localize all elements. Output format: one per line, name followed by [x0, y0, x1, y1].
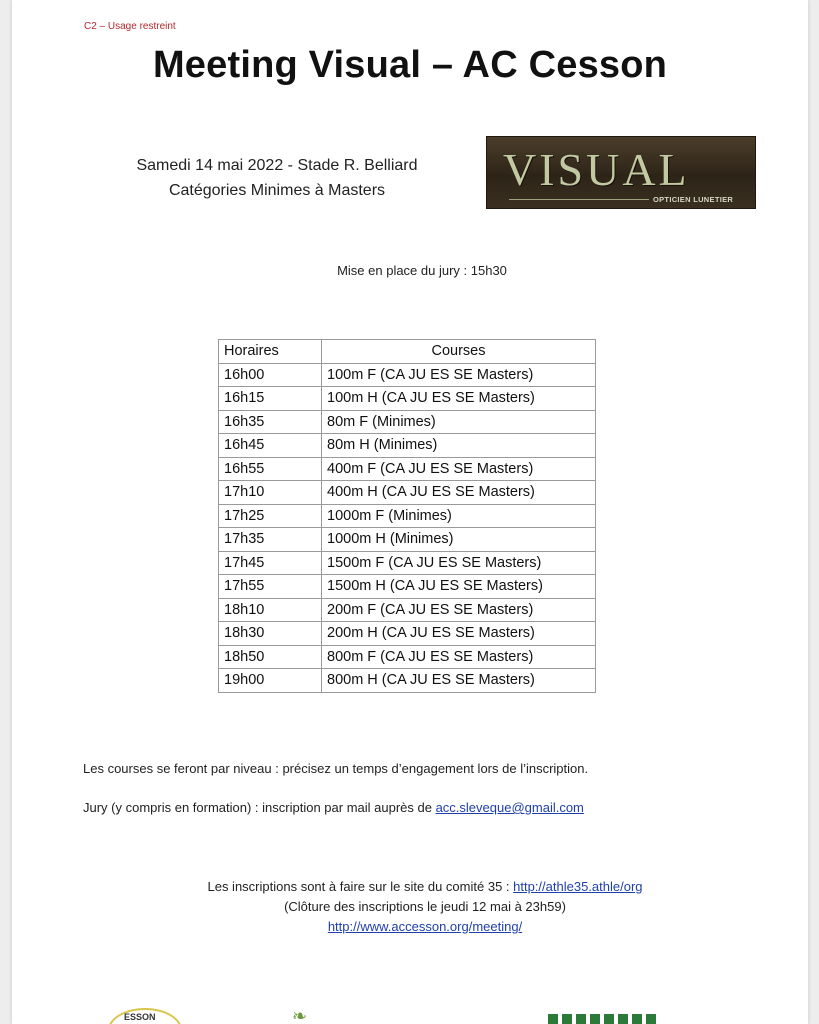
- schedule-body: [219, 363, 596, 692]
- table-row: [219, 387, 596, 411]
- race-cell: 200m H (CA JU ES SE Masters): [322, 622, 596, 646]
- header-courses: Courses: [322, 340, 596, 364]
- club-logo: [108, 1008, 182, 1024]
- time-cell: 16h55: [219, 457, 322, 481]
- jury-note: [83, 800, 584, 815]
- time-cell: 17h55: [219, 575, 322, 599]
- table-row: [219, 528, 596, 552]
- table-row: [219, 363, 596, 387]
- partner-logo-leaf-icon: ❧: [292, 1006, 308, 1024]
- table-row: [219, 598, 596, 622]
- schedule-table: [218, 339, 596, 693]
- race-cell: 400m H (CA JU ES SE Masters): [322, 481, 596, 505]
- table-row: [219, 410, 596, 434]
- partner-logo-banner: [548, 1014, 658, 1024]
- schedule-header-row: [219, 340, 596, 364]
- race-cell: 800m H (CA JU ES SE Masters): [322, 669, 596, 693]
- race-cell: 800m F (CA JU ES SE Masters): [322, 645, 596, 669]
- table-row: [219, 669, 596, 693]
- time-cell: 18h50: [219, 645, 322, 669]
- time-cell: 17h10: [219, 481, 322, 505]
- time-cell: 17h45: [219, 551, 322, 575]
- page-title: Meeting Visual – AC Cesson: [152, 44, 668, 86]
- jury-setup-time: Mise en place du jury : 15h30: [337, 263, 507, 278]
- time-cell: 16h35: [219, 410, 322, 434]
- sponsor-logo-tagline: OPTICIEN LUNETIER: [653, 195, 734, 204]
- registration-line: [42, 877, 808, 897]
- table-row: [219, 551, 596, 575]
- committee-link[interactable]: http://athle35.athle/org: [513, 879, 643, 894]
- classification-label: C2 – Usage restreint: [84, 21, 176, 32]
- race-cell: 1500m F (CA JU ES SE Masters): [322, 551, 596, 575]
- club-logo-text: ESSON: [124, 1012, 156, 1022]
- meeting-link-line: [42, 917, 808, 937]
- time-cell: 16h45: [219, 434, 322, 458]
- registration-info: [12, 877, 808, 937]
- time-cell: 17h35: [219, 528, 322, 552]
- table-row: [219, 575, 596, 599]
- registration-closing: (Clôture des inscriptions le jeudi 12 mai à 23h59): [284, 899, 566, 914]
- time-cell: 16h15: [219, 387, 322, 411]
- registration-text: Les inscriptions sont à faire sur le site du comité 35 :: [207, 879, 514, 894]
- race-cell: 80m F (Minimes): [322, 410, 596, 434]
- race-cell: 100m F (CA JU ES SE Masters): [322, 363, 596, 387]
- race-cell: 200m F (CA JU ES SE Masters): [322, 598, 596, 622]
- time-cell: 19h00: [219, 669, 322, 693]
- table-row: [219, 481, 596, 505]
- table-row: [219, 434, 596, 458]
- time-cell: 18h10: [219, 598, 322, 622]
- time-cell: 18h30: [219, 622, 322, 646]
- race-cell: 1000m F (Minimes): [322, 504, 596, 528]
- sponsor-logo: [486, 136, 756, 209]
- event-date-location: Samedi 14 mai 2022 - Stade R. Belliard: [136, 157, 418, 174]
- race-cell: 1500m H (CA JU ES SE Masters): [322, 575, 596, 599]
- document-page: [12, 0, 808, 1024]
- header-horaires: Horaires: [219, 340, 322, 364]
- sponsor-logo-divider: [509, 199, 649, 200]
- table-row: [219, 645, 596, 669]
- jury-note-text: Jury (y compris en formation) : inscription par mail auprès de: [83, 800, 436, 815]
- event-info: [82, 153, 472, 203]
- time-cell: 16h00: [219, 363, 322, 387]
- jury-email-link[interactable]: acc.sleveque@gmail.com: [435, 800, 584, 815]
- race-cell: 400m F (CA JU ES SE Masters): [322, 457, 596, 481]
- race-cell: 100m H (CA JU ES SE Masters): [322, 387, 596, 411]
- race-cell: 80m H (Minimes): [322, 434, 596, 458]
- table-row: [219, 457, 596, 481]
- race-cell: 1000m H (Minimes): [322, 528, 596, 552]
- table-row: [219, 622, 596, 646]
- time-cell: 17h25: [219, 504, 322, 528]
- levels-note: Les courses se feront par niveau : précisez un temps d’engagement lors de l’inscription.: [83, 761, 589, 776]
- event-categories: Catégories Minimes à Masters: [168, 182, 386, 199]
- sponsor-logo-word: VISUAL: [503, 144, 690, 195]
- meeting-link[interactable]: http://www.accesson.org/meeting/: [327, 919, 523, 934]
- table-row: [219, 504, 596, 528]
